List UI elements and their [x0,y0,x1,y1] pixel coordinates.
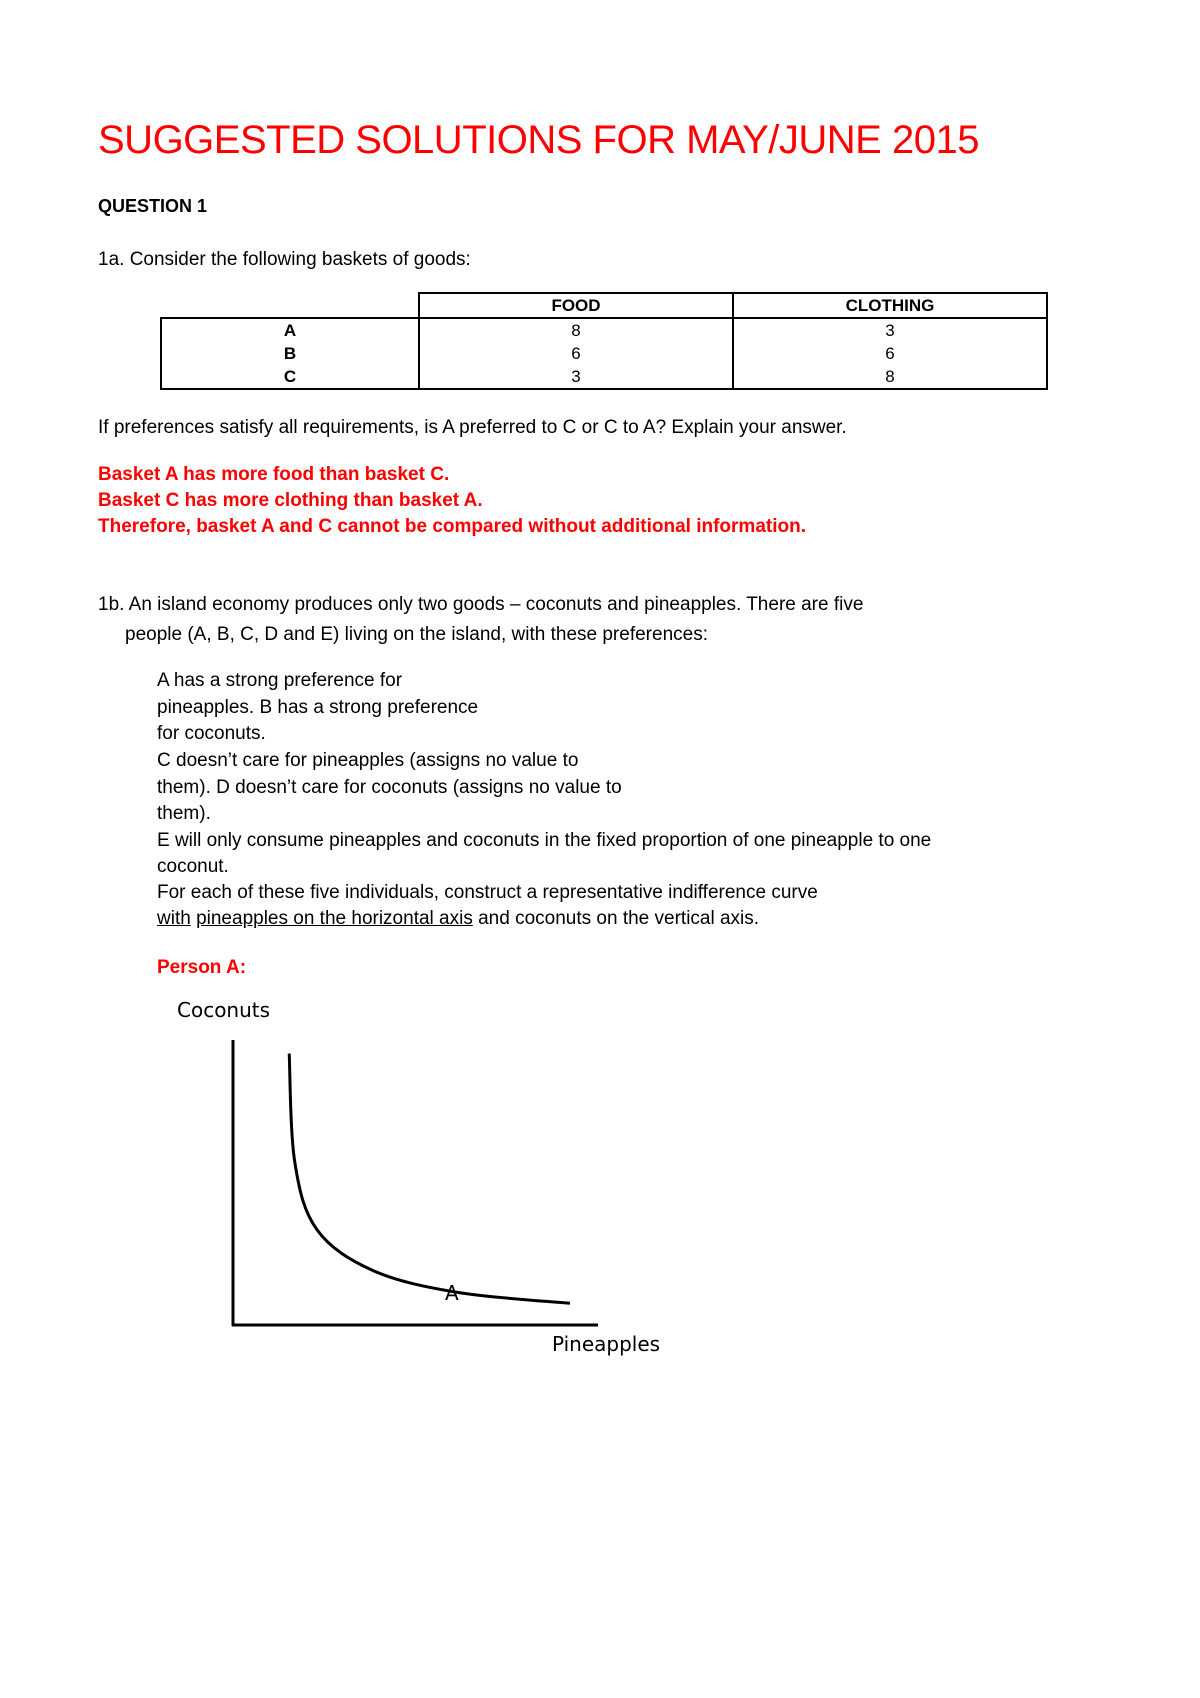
instruction-part: pineapples on the horizontal axis [196,908,473,929]
preference-line: For each of these five individuals, construct a representative indifference curve [157,882,818,903]
food-cell: 8 [419,318,733,342]
preference-line: pineapples. B has a strong preference [157,697,479,718]
clothing-cell: 3 [733,318,1047,342]
q1b-intro-line: people (A, B, C, D and E) living on the island, with these preferences: [125,624,708,645]
answer-line: Basket C has more clothing than basket A. [98,490,483,511]
clothing-cell: 6 [733,342,1047,365]
preference-line: them). [157,803,211,824]
q1b-intro-line: 1b. An island economy produces only two goods – coconuts and pineapples. There are five [98,594,864,615]
food-cell: 3 [419,365,733,389]
row-label: C [161,365,419,389]
q1a-question: If preferences satisfy all requirements, is A preferred to C or C to A? Explain your answer. [98,417,847,438]
chart-xlabel: Pineapples [552,1332,661,1356]
preference-line: for coconuts. [157,723,266,744]
preference-line: C doesn’t care for pineapples (assigns no value to [157,750,579,771]
row-label: B [161,342,419,365]
preference-line: coconut. [157,856,229,877]
curve-label: A [445,1281,459,1305]
instruction-part: with [157,908,191,929]
question-heading: QUESTION 1 [98,196,208,216]
food-cell: 6 [419,342,733,365]
person-a-heading: Person A: [157,957,247,978]
answer-line: Basket A has more food than basket C. [98,464,450,485]
preference-line: them). D doesn’t care for coconuts (assigns no value to [157,777,622,798]
indifference-curve [289,1054,570,1304]
chart-ylabel: Coconuts [177,998,271,1022]
preference-line: E will only consume pineapples and coconuts in the fixed proportion of one pineapple to one [157,830,932,851]
clothing-cell: 8 [733,365,1047,389]
table-header-clothing: CLOTHING [733,293,1047,318]
row-label: A [161,318,419,342]
table-header-food: FOOD [419,293,733,318]
instruction-part: and coconuts on the vertical axis. [478,908,760,929]
preference-line: A has a strong preference for [157,670,403,691]
page-title: SUGGESTED SOLUTIONS FOR MAY/JUNE 2015 [98,118,979,162]
q1a-prompt: 1a. Consider the following baskets of goods: [98,249,471,270]
answer-line: Therefore, basket A and C cannot be compared without additional information. [98,516,806,537]
